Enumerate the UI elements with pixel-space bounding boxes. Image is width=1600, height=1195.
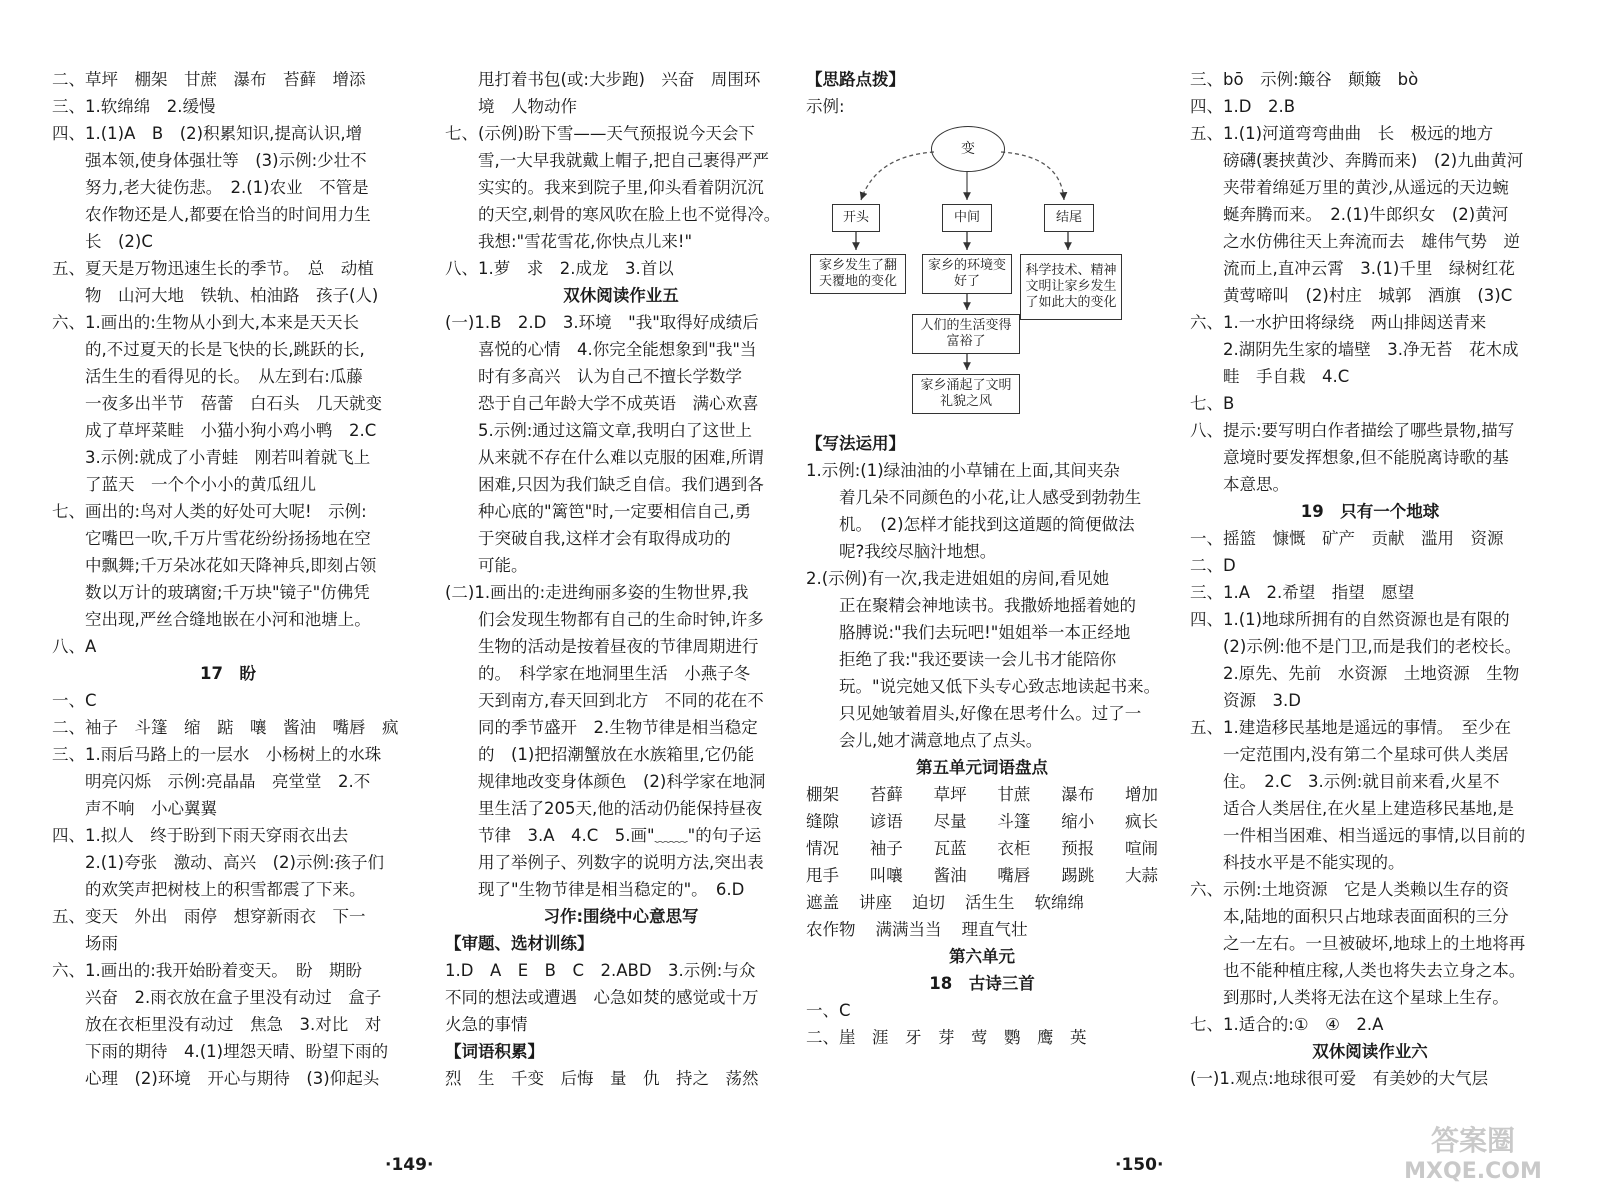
answer-line: 境 人物动作 — [478, 97, 577, 116]
word-item: 甘蔗 — [997, 785, 1031, 804]
answer-line: 我想:"雪花雪花,你快点儿来!" — [478, 232, 693, 251]
word-row — [806, 862, 1158, 889]
answer-line: 1.D A E B C 2.ABD 3.示例:与众 — [445, 961, 756, 980]
section-title: 双休阅读作业五 — [563, 286, 679, 305]
word-item: 衣柜 — [997, 839, 1031, 858]
answer-line: 七、(示例)盼下雪——天气预报说今天会下 — [445, 124, 755, 143]
answer-line: 活生生的看得见的长。 从左到右:瓜藤 — [85, 367, 363, 386]
answer-line: 四、1.(1)A B (2)积累知识,提高认识,增 — [52, 124, 363, 143]
answer-line: 天到南方,春天回到北方 不同的花在不 — [478, 691, 764, 710]
section-heading: 【思路点拨】 — [806, 70, 905, 89]
section-title: 双休阅读作业六 — [1312, 1042, 1428, 1061]
answer-line: 资源 3.D — [1223, 691, 1301, 710]
answer-line: 可能。 — [478, 556, 528, 575]
word-item: 踢跳 — [1061, 866, 1095, 885]
answer-line: 不同的想法或遭遇 心急如焚的感觉或十万 — [445, 988, 759, 1007]
answer-line: 心理 (2)环境 开心与期待 (3)仰起头 — [85, 1069, 380, 1088]
answer-line: 本意思。 — [1223, 475, 1289, 494]
word-item: 疯长 — [1124, 812, 1158, 831]
answer-line: 五、变天 外出 雨停 想穿新雨衣 下一 — [52, 907, 366, 926]
column-4 — [1190, 66, 1550, 1092]
answer-line: 一定范围内,没有第二个星球可供人类居 — [1223, 745, 1509, 764]
word-item: 斗篷 — [997, 812, 1031, 831]
word-item: 叫嚷 — [869, 866, 903, 885]
word-item: 苔藓 — [869, 785, 903, 804]
answer-line: 时有多高兴 认为自己不擅长学数学 — [478, 367, 742, 386]
answer-line: 六、1.一水护田将绿绕 两山排闼送青来 — [1190, 313, 1487, 332]
word-item: 尽量 — [933, 812, 967, 831]
word-item: 讲座 — [859, 893, 892, 912]
section-title: 19 只有一个地球 — [1300, 502, 1440, 521]
answer-line: 呢?我绞尽脑汁地想。 — [839, 542, 997, 561]
answer-line: 2.原先、先前 水资源 土地资源 生物 — [1223, 664, 1520, 683]
answer-line: 一件相当困难、相当遥远的事情,以目前的 — [1223, 826, 1526, 845]
answer-line: 一夜多出半节 蓓蕾 白石头 几天就变 — [85, 394, 382, 413]
column-3-middle — [806, 430, 1161, 781]
answer-line: 中飘舞;千万朵冰花如天降神兵,即刻占领 — [85, 556, 377, 575]
word-item: 情况 — [806, 839, 839, 858]
diagram-box-right: 科学技术、精神文明让家乡发生了如此大的变化 — [1020, 254, 1122, 320]
word-item: 酱油 — [933, 866, 967, 885]
diagram-box-left: 家乡发生了翻天覆地的变化 — [810, 254, 906, 294]
answer-line: 磅礴(裹挟黄沙、奔腾而来) (2)九曲黄河 — [1223, 151, 1524, 170]
answer-line: 示例: — [806, 97, 845, 116]
diagram-box-middle: 中间 — [942, 204, 992, 232]
word-row — [806, 835, 1158, 862]
answer-line: 的,不过夏天的长是飞快的长,跳跃的长, — [85, 340, 365, 359]
answer-line: 三、1.软绵绵 2.缓慢 — [52, 97, 216, 116]
answer-line: 到那时,人类将无法在这个星球上生存。 — [1223, 988, 1509, 1007]
answer-line: 四、1.(1)地球所拥有的自然资源也是有限的 — [1190, 610, 1510, 629]
answer-line: 放在衣柜里没有动过 焦急 3.对比 对 — [85, 1015, 382, 1034]
word-item: 袖子 — [869, 839, 903, 858]
answer-line: 2.(示例)有一次,我走进姐姐的房间,看见她 — [806, 569, 1110, 588]
answer-line: 只见她皱着眉头,好像在思考什么。过了一 — [839, 704, 1142, 723]
answer-line: 住。 2.C 3.示例:就目前来看,火星不 — [1223, 772, 1500, 791]
answer-line: 七、B — [1190, 394, 1235, 413]
answer-line: (一)1.观点:地球很可爱 有美妙的大气层 — [1190, 1069, 1489, 1088]
answer-line: 的天空,刺骨的寒风吹在脸上也不觉得冷。 — [478, 205, 781, 224]
answer-line: 一、C — [806, 1001, 851, 1020]
word-item: 理直气壮 — [961, 920, 1028, 939]
answer-line: 之一左右。一旦被破坏,地球上的土地将再 — [1223, 934, 1526, 953]
answer-line: 二、D — [1190, 556, 1236, 575]
answer-line: 兴奋 2.雨衣放在盒子里没有动过 盒子 — [85, 988, 382, 1007]
word-item: 草坪 — [933, 785, 967, 804]
answer-line: 物 山河大地 铁轨、柏油路 孩子(人) — [85, 286, 379, 305]
word-item: 农作物 — [806, 920, 856, 939]
word-item: 棚架 — [806, 785, 839, 804]
answer-line: 1.示例:(1)绿油油的小草铺在上面,其间夹杂 — [806, 461, 1120, 480]
answer-line: 困难,只因为我们缺乏自信。我们遇到各 — [478, 475, 764, 494]
section-heading: 【写法运用】 — [806, 434, 905, 453]
answer-line: 的。 科学家在地洞里生活 小燕子冬 — [478, 664, 751, 683]
answer-line: 长 (2)C — [85, 232, 153, 251]
answer-line: 实实的。我来到院子里,仰头看着阴沉沉 — [478, 178, 764, 197]
column-3 — [806, 66, 1161, 1051]
section-title: 习作:围绕中心意思写 — [543, 907, 699, 926]
answer-line: 了蓝天 一个个小小的黄瓜纽儿 — [85, 475, 316, 494]
answer-line: 着几朵不同颜色的小花,让人感受到勃勃生 — [839, 488, 1142, 507]
answer-line: 七、1.适合的:① ④ 2.A — [1190, 1015, 1384, 1034]
answer-line: 现了"生物节律是相当稳定的"。 6.D — [478, 880, 745, 899]
section-title: 第五单元词语盘点 — [916, 758, 1048, 777]
answer-line: 流而上,直冲云霄 3.(1)千里 绿树红花 — [1223, 259, 1515, 278]
answer-line: 二、草坪 棚架 甘蔗 瀑布 苔藓 增添 — [52, 70, 366, 89]
diagram-box-opening: 开头 — [832, 204, 880, 232]
answer-line: 六、示例:土地资源 它是人类赖以生存的资 — [1190, 880, 1510, 899]
answer-line: 3.示例:就成了小青蛙 刚若叫着就飞上 — [85, 448, 371, 467]
answer-line: 八、1.萝 求 2.成龙 3.首以 — [445, 259, 674, 278]
diagram-box-life: 人们的生活变得富裕了 — [912, 314, 1020, 354]
page-number-left: ·149· — [385, 1155, 434, 1175]
answer-line: 声不响 小心翼翼 — [85, 799, 217, 818]
word-item: 缩小 — [1061, 812, 1095, 831]
answer-line: 科技水平是不能实现的。 — [1223, 853, 1405, 872]
answer-line: 五、1.(1)河道弯弯曲曲 长 极远的地方 — [1190, 124, 1494, 143]
answer-line: 数以万计的玻璃窗;千万块"镜子"仿佛凭 — [85, 583, 370, 602]
word-item: 遮盖 — [806, 893, 839, 912]
answer-line: 玩。"说完她又低下头专心致志地读起书来。 — [839, 677, 1161, 696]
answer-line: 之水仿佛往天上奔流而去 雄伟气势 逆 — [1223, 232, 1520, 251]
answer-line: 空出现,严丝合缝地嵌在小河和池塘上。 — [85, 610, 371, 629]
answer-line: 雪,一大早我就戴上帽子,把自己裹得严严 — [478, 151, 769, 170]
page-number-right: ·150· — [1115, 1155, 1164, 1175]
answer-line: (一)1.B 2.D 3.环境 "我"取得好成绩后 — [445, 313, 759, 332]
word-item: 瓦蓝 — [933, 839, 967, 858]
diagram-center: 变 — [931, 126, 1005, 172]
diagram-box-civility: 家乡涌起了文明礼貌之风 — [912, 374, 1020, 414]
word-item: 瀑布 — [1061, 785, 1095, 804]
word-item: 甩手 — [806, 866, 839, 885]
answer-line: 四、1.拟人 终于盼到下雨天穿雨衣出去 — [52, 826, 349, 845]
word-item: 谚语 — [869, 812, 903, 831]
answer-line: 恐于自己年龄大学不成英语 满心欢喜 — [478, 394, 759, 413]
answer-line: 2.(1)夸张 激动、高兴 (2)示例:孩子们 — [85, 853, 385, 872]
word-item: 活生生 — [965, 893, 1015, 912]
answer-line: 六、1.画出的:我开始盼着变天。 盼 期盼 — [52, 961, 363, 980]
answer-line: 一、摇篮 慷慨 矿产 贡献 滥用 资源 — [1190, 529, 1504, 548]
answer-line: 2.湖阴先生家的墙壁 3.净无苔 花木成 — [1223, 340, 1519, 359]
writing-diagram — [806, 122, 1136, 422]
watermark-bottom: MXQE.COM — [1404, 1159, 1542, 1184]
answer-line: 种心底的"篱笆"时,一定要相信自己,勇 — [478, 502, 752, 521]
answer-line: 用了举例子、列数字的说明方法,突出表 — [478, 853, 764, 872]
column-1 — [52, 66, 404, 1092]
word-row — [806, 889, 1158, 916]
word-item: 嘴唇 — [997, 866, 1031, 885]
answer-line: 场雨 — [85, 934, 118, 953]
answer-line: 5.示例:通过这篇文章,我明白了这世上 — [478, 421, 753, 440]
answer-line: 会儿,她才满意地点了点头。 — [839, 731, 1043, 750]
answer-line: 同的季节盛开 2.生物节律是相当稳定 — [478, 718, 758, 737]
word-item: 满满当当 — [875, 920, 942, 939]
word-row — [806, 781, 1158, 808]
answer-line: 适合人类居住,在火星上建造移民基地,是 — [1223, 799, 1514, 818]
watermark-logo — [1388, 1118, 1558, 1186]
answer-line: 强本领,使身体强壮等 (3)示例:少壮不 — [85, 151, 367, 170]
word-item: 预报 — [1061, 839, 1095, 858]
answer-line: (2)示例:他不是门卫,而是我们的老校长。 — [1223, 637, 1522, 656]
answer-line: 五、1.建造移民基地是遥远的事情。 至少在 — [1190, 718, 1511, 737]
word-item: 迫切 — [912, 893, 945, 912]
answer-line: 畦 手自栽 4.C — [1223, 367, 1350, 386]
answer-line: 下雨的期待 4.(1)埋怨天晴、盼望下雨的 — [85, 1042, 389, 1061]
answer-line: 从来就不存在什么难以克服的困难,所谓 — [478, 448, 764, 467]
column-3-top — [806, 66, 1158, 120]
diagram-box-env: 家乡的环境变好了 — [922, 254, 1012, 294]
answer-line: 本,陆地的面积只占地球表面面积的三分 — [1223, 907, 1509, 926]
word-item: 增加 — [1124, 785, 1158, 804]
answer-line: 里生活了205天,他的活动仍能保持昼夜 — [478, 799, 763, 818]
answer-line: 意境时要发挥想象,但不能脱离诗歌的基 — [1223, 448, 1509, 467]
answer-line: 节律 3.A 4.C 5.画"﹏﹏"的句子运 — [478, 826, 762, 845]
section-heading: 【审题、选材训练】 — [445, 934, 594, 953]
answer-line: 蜒奔腾而来。 2.(1)牛郎织女 (2)黄河 — [1223, 205, 1509, 224]
word-row — [806, 916, 1158, 943]
answer-line: (二)1.画出的:走进绚丽多姿的生物世界,我 — [445, 583, 749, 602]
answer-line: 三、1.A 2.希望 指望 愿望 — [1190, 583, 1415, 602]
answer-line: 也不能种植庄稼,人类也将失去立身之本。 — [1223, 961, 1526, 980]
column-3-end — [806, 943, 1158, 1051]
answer-line: 胳膊说:"我们去玩吧!"姐姐举一本正经地 — [839, 623, 1131, 642]
answer-line: 正在聚精会神地读书。我撒娇地摇着她的 — [839, 596, 1136, 615]
answer-line: 一、C — [52, 691, 97, 710]
answer-line: 八、提示:要写明白作者描绘了哪些景物,描写 — [1190, 421, 1515, 440]
answer-line: 黄莺啼叫 (2)村庄 城郭 酒旗 (3)C — [1223, 286, 1513, 305]
answer-line: 五、夏天是万物迅速生长的季节。 总 动植 — [52, 259, 374, 278]
answer-line: 六、1.画出的:生物从小到大,本来是天天长 — [52, 313, 360, 332]
answer-line: 八、A — [52, 637, 97, 656]
word-row — [806, 808, 1158, 835]
watermark-top: 答案圈 — [1430, 1124, 1516, 1157]
answer-line: 四、1.D 2.B — [1190, 97, 1296, 116]
word-item: 缝隙 — [806, 812, 839, 831]
word-item: 软绵绵 — [1034, 893, 1084, 912]
answer-line: 农作物还是人,都要在恰当的时间用力生 — [85, 205, 371, 224]
answer-line: 七、画出的:鸟对人类的好处可大呢! 示例: — [52, 502, 367, 521]
answer-line: 的欢笑声把树枝上的积雪都震了下来。 — [85, 880, 366, 899]
word-item: 喧闹 — [1124, 839, 1158, 858]
diagram-box-ending: 结尾 — [1044, 204, 1094, 232]
section-title: 17 盼 — [200, 664, 256, 683]
answer-line: 规律地改变身体颜色 (2)科学家在地洞 — [478, 772, 766, 791]
answer-line: 成了草坪菜畦 小猫小狗小鸡小鸭 2.C — [85, 421, 377, 440]
answer-line: 们会发现生物都有自己的生命时钟,许多 — [478, 610, 764, 629]
word-table — [806, 781, 1158, 943]
answer-line: 它嘴巴一吹,千万片雪花纷纷扬扬地在空 — [85, 529, 371, 548]
answer-line: 火急的事情 — [445, 1015, 528, 1034]
answer-line: 二、崖 涯 牙 芽 莺 鹦 鹰 英 — [806, 1028, 1087, 1047]
answer-line: 三、bō 示例:簸谷 颠簸 bò — [1190, 70, 1419, 89]
answer-line: 三、1.雨后马路上的一层水 小杨树上的水珠 — [52, 745, 382, 764]
answer-line: 二、袖子 斗篷 缩 踮 嚷 酱油 嘴唇 疯 — [52, 718, 399, 737]
section-heading: 【词语积累】 — [445, 1042, 544, 1061]
answer-line: 烈 生 千变 后悔 量 仇 持之 荡然 — [445, 1069, 759, 1088]
answer-line: 机。 (2)怎样才能找到这道题的简便做法 — [839, 515, 1135, 534]
answer-line: 努力,老大徒伤悲。 2.(1)农业 不管是 — [85, 178, 369, 197]
word-item: 大蒜 — [1124, 866, 1158, 885]
answer-line: 明亮闪烁 示例:亮晶晶 亮堂堂 2.不 — [85, 772, 371, 791]
section-title: 18 古诗三首 — [929, 974, 1035, 993]
answer-line: 夹带着绵延万里的黄沙,从遥远的天边蜿 — [1223, 178, 1509, 197]
answer-line: 的 (1)把招潮蟹放在水族箱里,它仍能 — [478, 745, 755, 764]
column-2 — [445, 66, 797, 1092]
answer-line: 于突破自我,这样才会有取得成功的 — [478, 529, 731, 548]
answer-line: 喜悦的心情 4.你完全能想象到"我"当 — [478, 340, 757, 359]
answer-line: 拒绝了我:"我还要读一会儿书才能陪你 — [839, 650, 1117, 669]
answer-line: 甩打着书包(或:大步跑) 兴奋 周围环 — [478, 70, 761, 89]
answer-line: 生物的活动是按着昼夜的节律周期进行 — [478, 637, 759, 656]
section-title: 第六单元 — [949, 947, 1015, 966]
